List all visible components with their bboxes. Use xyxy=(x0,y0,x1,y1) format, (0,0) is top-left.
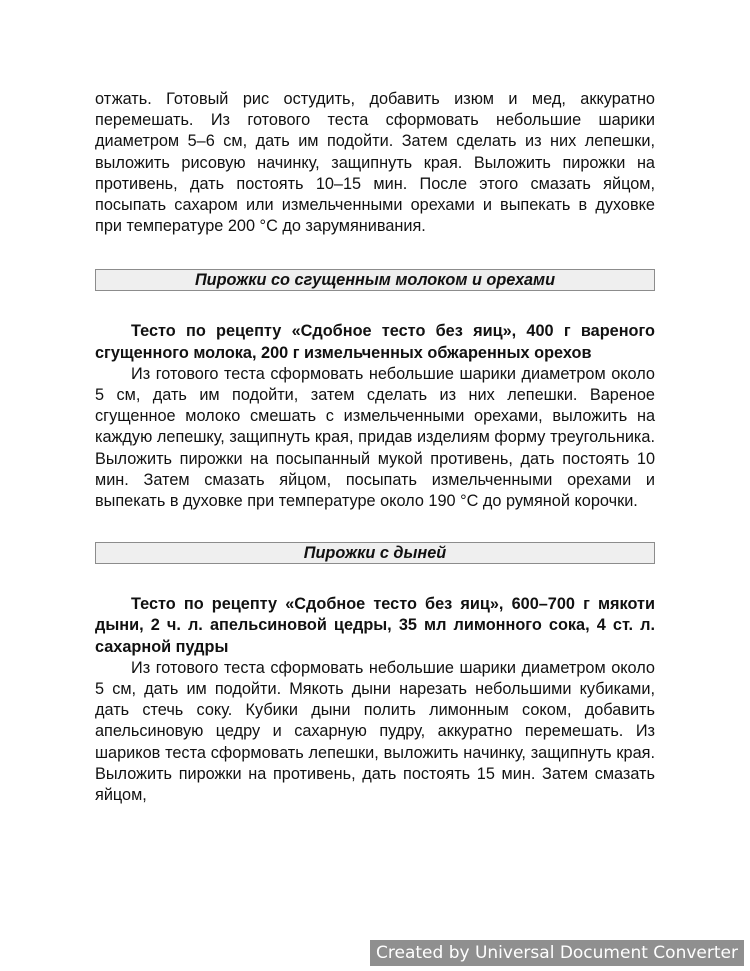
recipe-ingredients-melon: Тесто по рецепту «Сдобное тесто без яиц», 600–700 г мякоти дыни, 2 ч. л. апельсиновой цедры, 35 мл лимонного сока, 4 ст. л. сахарной пудры xyxy=(95,595,655,656)
converter-watermark: Created by Universal Document Converter xyxy=(370,940,744,966)
recipe-method-condensed-milk: Из готового теста сформовать небольшие шарики диаметром около 5 см, дать им подойти, затем сделать из них лепешки. Вареное сгущенное молоко смешать с измельченными орехами, выложить на каждую лепешку, защипнуть края, придав изделиям форму треугольника. Выложить пирожки на посыпанный мукой противень, дать постоять 10 мин. Затем смазать яйцом, посыпать измельченными орехами и выпекать в духовке при температуре около 190 °C до румяной корочки. xyxy=(95,364,655,511)
document-page xyxy=(95,89,655,806)
recipe-ingredients-condensed-milk: Тесто по рецепту «Сдобное тесто без яиц», 400 г вареного сгущенного молока, 200 г измельченных обжаренных орехов xyxy=(95,322,655,362)
recipe-title-condensed-milk: Пирожки со сгущенным молоком и орехами xyxy=(95,269,655,291)
intro-paragraph: отжать. Готовый рис остудить, добавить изюм и мед, аккуратно перемешать. Из готового теста сформовать небольшие шарики диаметром 5–6 см, дать им подойти. Затем сделать из них лепешки, выложить рисовую начинку, защипнуть края. Выложить пирожки на противень, дать постоять 10–15 мин. После этого смазать яйцом, посыпать сахаром или измельченными орехами и выпекать в духовке при температуре 200 °C до зарумянивания. xyxy=(95,90,655,236)
recipe-method-melon: Из готового теста сформовать небольшие шарики диаметром около 5 см, дать им подойти. Мякоть дыни нарезать небольшими кубиками, дать стечь соку. Кубики дыни полить лимонным соком, добавить апельсиновую цедру и сахарную пудру, аккуратно перемешать. Из шариков теста сформовать лепешки, выложить начинку, защипнуть края. Выложить пирожки на противень, дать постоять 15 мин. Затем смазать яйцом, xyxy=(95,658,655,805)
recipe-title-melon: Пирожки с дыней xyxy=(95,542,655,564)
